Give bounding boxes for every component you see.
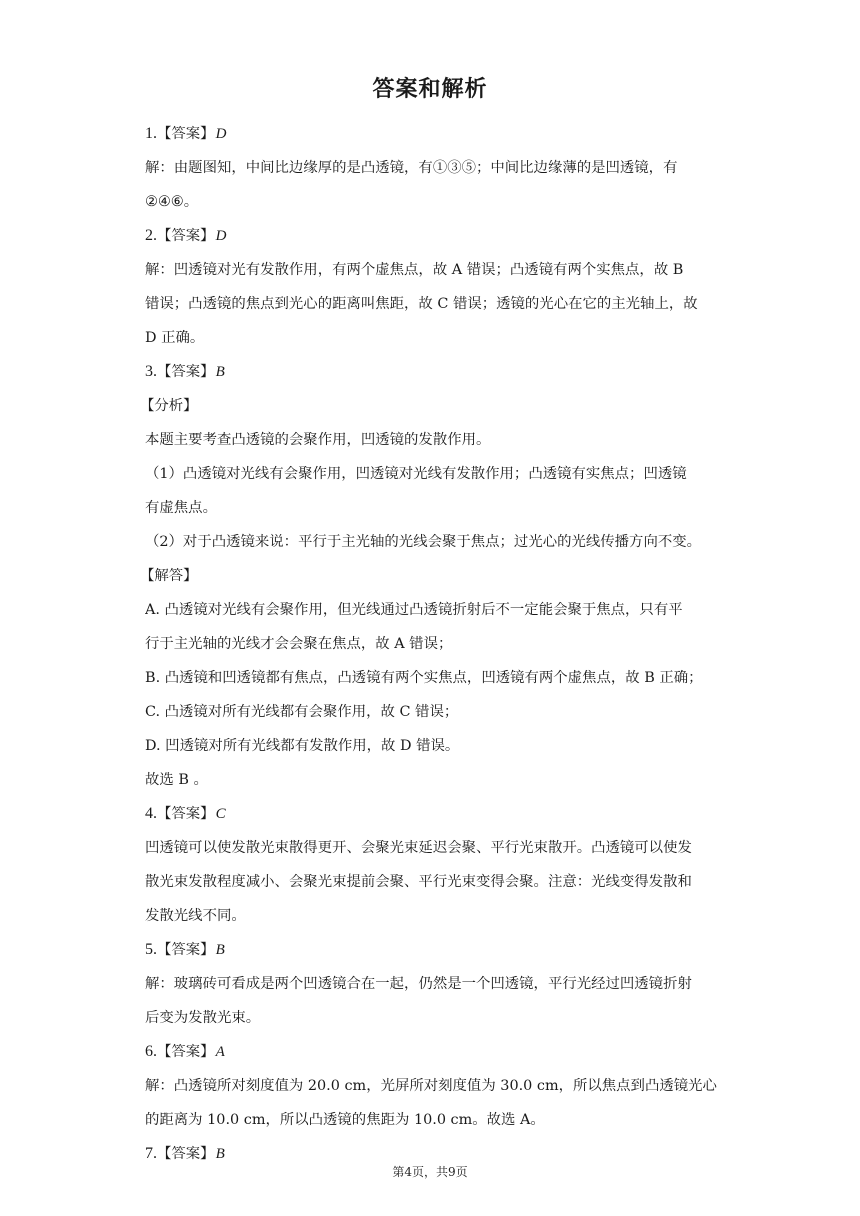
question-number: 4. bbox=[145, 805, 157, 822]
answer-letter: B bbox=[215, 942, 225, 958]
answer-letter: D bbox=[215, 228, 227, 244]
answer-tag: 【答案】 bbox=[157, 228, 215, 244]
analysis-line: （1）凸透镜对光线有会聚作用，凹透镜对光线有发散作用；凸透镜有实焦点；凹透镜 bbox=[145, 466, 687, 482]
answer-letter: C bbox=[215, 806, 226, 822]
question-number: 1. bbox=[145, 125, 157, 142]
answer-tag: 【答案】 bbox=[157, 364, 215, 380]
solution-line: D. 凹透镜对所有光线都有发散作用，故 D 错误。 bbox=[145, 738, 460, 754]
answer-content bbox=[140, 117, 720, 1171]
solution-line: B. 凸透镜和凹透镜都有焦点，凸透镜有两个实焦点，凹透镜有两个虚焦点，故 B 正确； bbox=[145, 670, 703, 686]
answer-tag: 【答案】 bbox=[157, 806, 215, 822]
explanation-line: D 正确。 bbox=[145, 330, 205, 346]
explanation-line: 散光束发散程度减小、会聚光束提前会聚、平行光束变得会聚。注意：光线变得发散和 bbox=[145, 874, 692, 890]
answer-tag: 【答案】 bbox=[157, 126, 215, 142]
analysis-line: 有虚焦点。 bbox=[145, 500, 217, 516]
answer-tag: 【答案】 bbox=[157, 1146, 215, 1162]
analysis-heading: 【分析】 bbox=[140, 398, 198, 414]
explanation-line: 解：由题图知，中间比边缘厚的是凸透镜，有①③⑤；中间比边缘薄的是凹透镜，有 bbox=[145, 160, 678, 176]
answer-letter: A bbox=[215, 1044, 225, 1060]
question-5-answer bbox=[145, 933, 720, 967]
page-footer: 第4页，共9页 bbox=[392, 1165, 468, 1179]
answer-letter: B bbox=[215, 364, 225, 380]
explanation-line: 解：凹透镜对光有发散作用，有两个虚焦点，故 A 错误；凸透镜有两个实焦点，故 B bbox=[145, 262, 684, 278]
explanation-line: 解：凸透镜所对刻度值为 20.0 cm，光屏所对刻度值为 30.0 cm，所以焦点到凸透镜光心 bbox=[145, 1078, 717, 1094]
question-3-answer bbox=[145, 355, 720, 389]
solution-line: C. 凸透镜对所有光线都有会聚作用，故 C 错误； bbox=[145, 704, 459, 720]
explanation-line: 发散光线不同。 bbox=[145, 908, 246, 924]
explanation-line: 凹透镜可以使发散光束散得更开、会聚光束延迟会聚、平行光束散开。凸透镜可以使发 bbox=[145, 840, 692, 856]
question-number: 6. bbox=[145, 1043, 157, 1060]
analysis-line: （2）对于凸透镜来说：平行于主光轴的光线会聚于焦点；过光心的光线传播方向不变。 bbox=[145, 534, 702, 550]
explanation-line: 解：玻璃砖可看成是两个凹透镜合在一起，仍然是一个凹透镜，平行光经过凹透镜折射 bbox=[145, 976, 692, 992]
question-number: 5. bbox=[145, 941, 157, 958]
answer-tag: 【答案】 bbox=[157, 1044, 215, 1060]
solution-line: 故选 B 。 bbox=[145, 772, 208, 788]
explanation-line: 后变为发散光束。 bbox=[145, 1010, 261, 1026]
answer-letter: B bbox=[215, 1146, 225, 1162]
solution-heading: 【解答】 bbox=[140, 568, 198, 584]
solution-line: 行于主光轴的光线才会会聚在焦点，故 A 错误； bbox=[145, 636, 453, 652]
question-number: 2. bbox=[145, 227, 157, 244]
question-1-answer bbox=[145, 117, 720, 151]
explanation-line: ②④⑥。 bbox=[145, 194, 199, 210]
question-2-answer bbox=[145, 219, 720, 253]
page-title: 答案和解析 bbox=[372, 77, 488, 102]
question-number: 3. bbox=[145, 363, 157, 380]
explanation-line: 的距离为 10.0 cm，所以凸透镜的焦距为 10.0 cm。故选 A。 bbox=[145, 1112, 545, 1128]
question-4-answer bbox=[145, 797, 720, 831]
question-number: 7. bbox=[145, 1145, 157, 1162]
question-6-answer bbox=[145, 1035, 720, 1069]
answer-letter: D bbox=[215, 126, 227, 142]
analysis-line: 本题主要考查凸透镜的会聚作用，凹透镜的发散作用。 bbox=[145, 432, 491, 448]
explanation-line: 错误；凸透镜的焦点到光心的距离叫焦距，故 C 错误；透镜的光心在它的主光轴上，故 bbox=[145, 296, 698, 312]
solution-line: A. 凸透镜对光线有会聚作用，但光线通过凸透镜折射后不一定能会聚于焦点，只有平 bbox=[145, 602, 683, 618]
answer-tag: 【答案】 bbox=[157, 942, 215, 958]
